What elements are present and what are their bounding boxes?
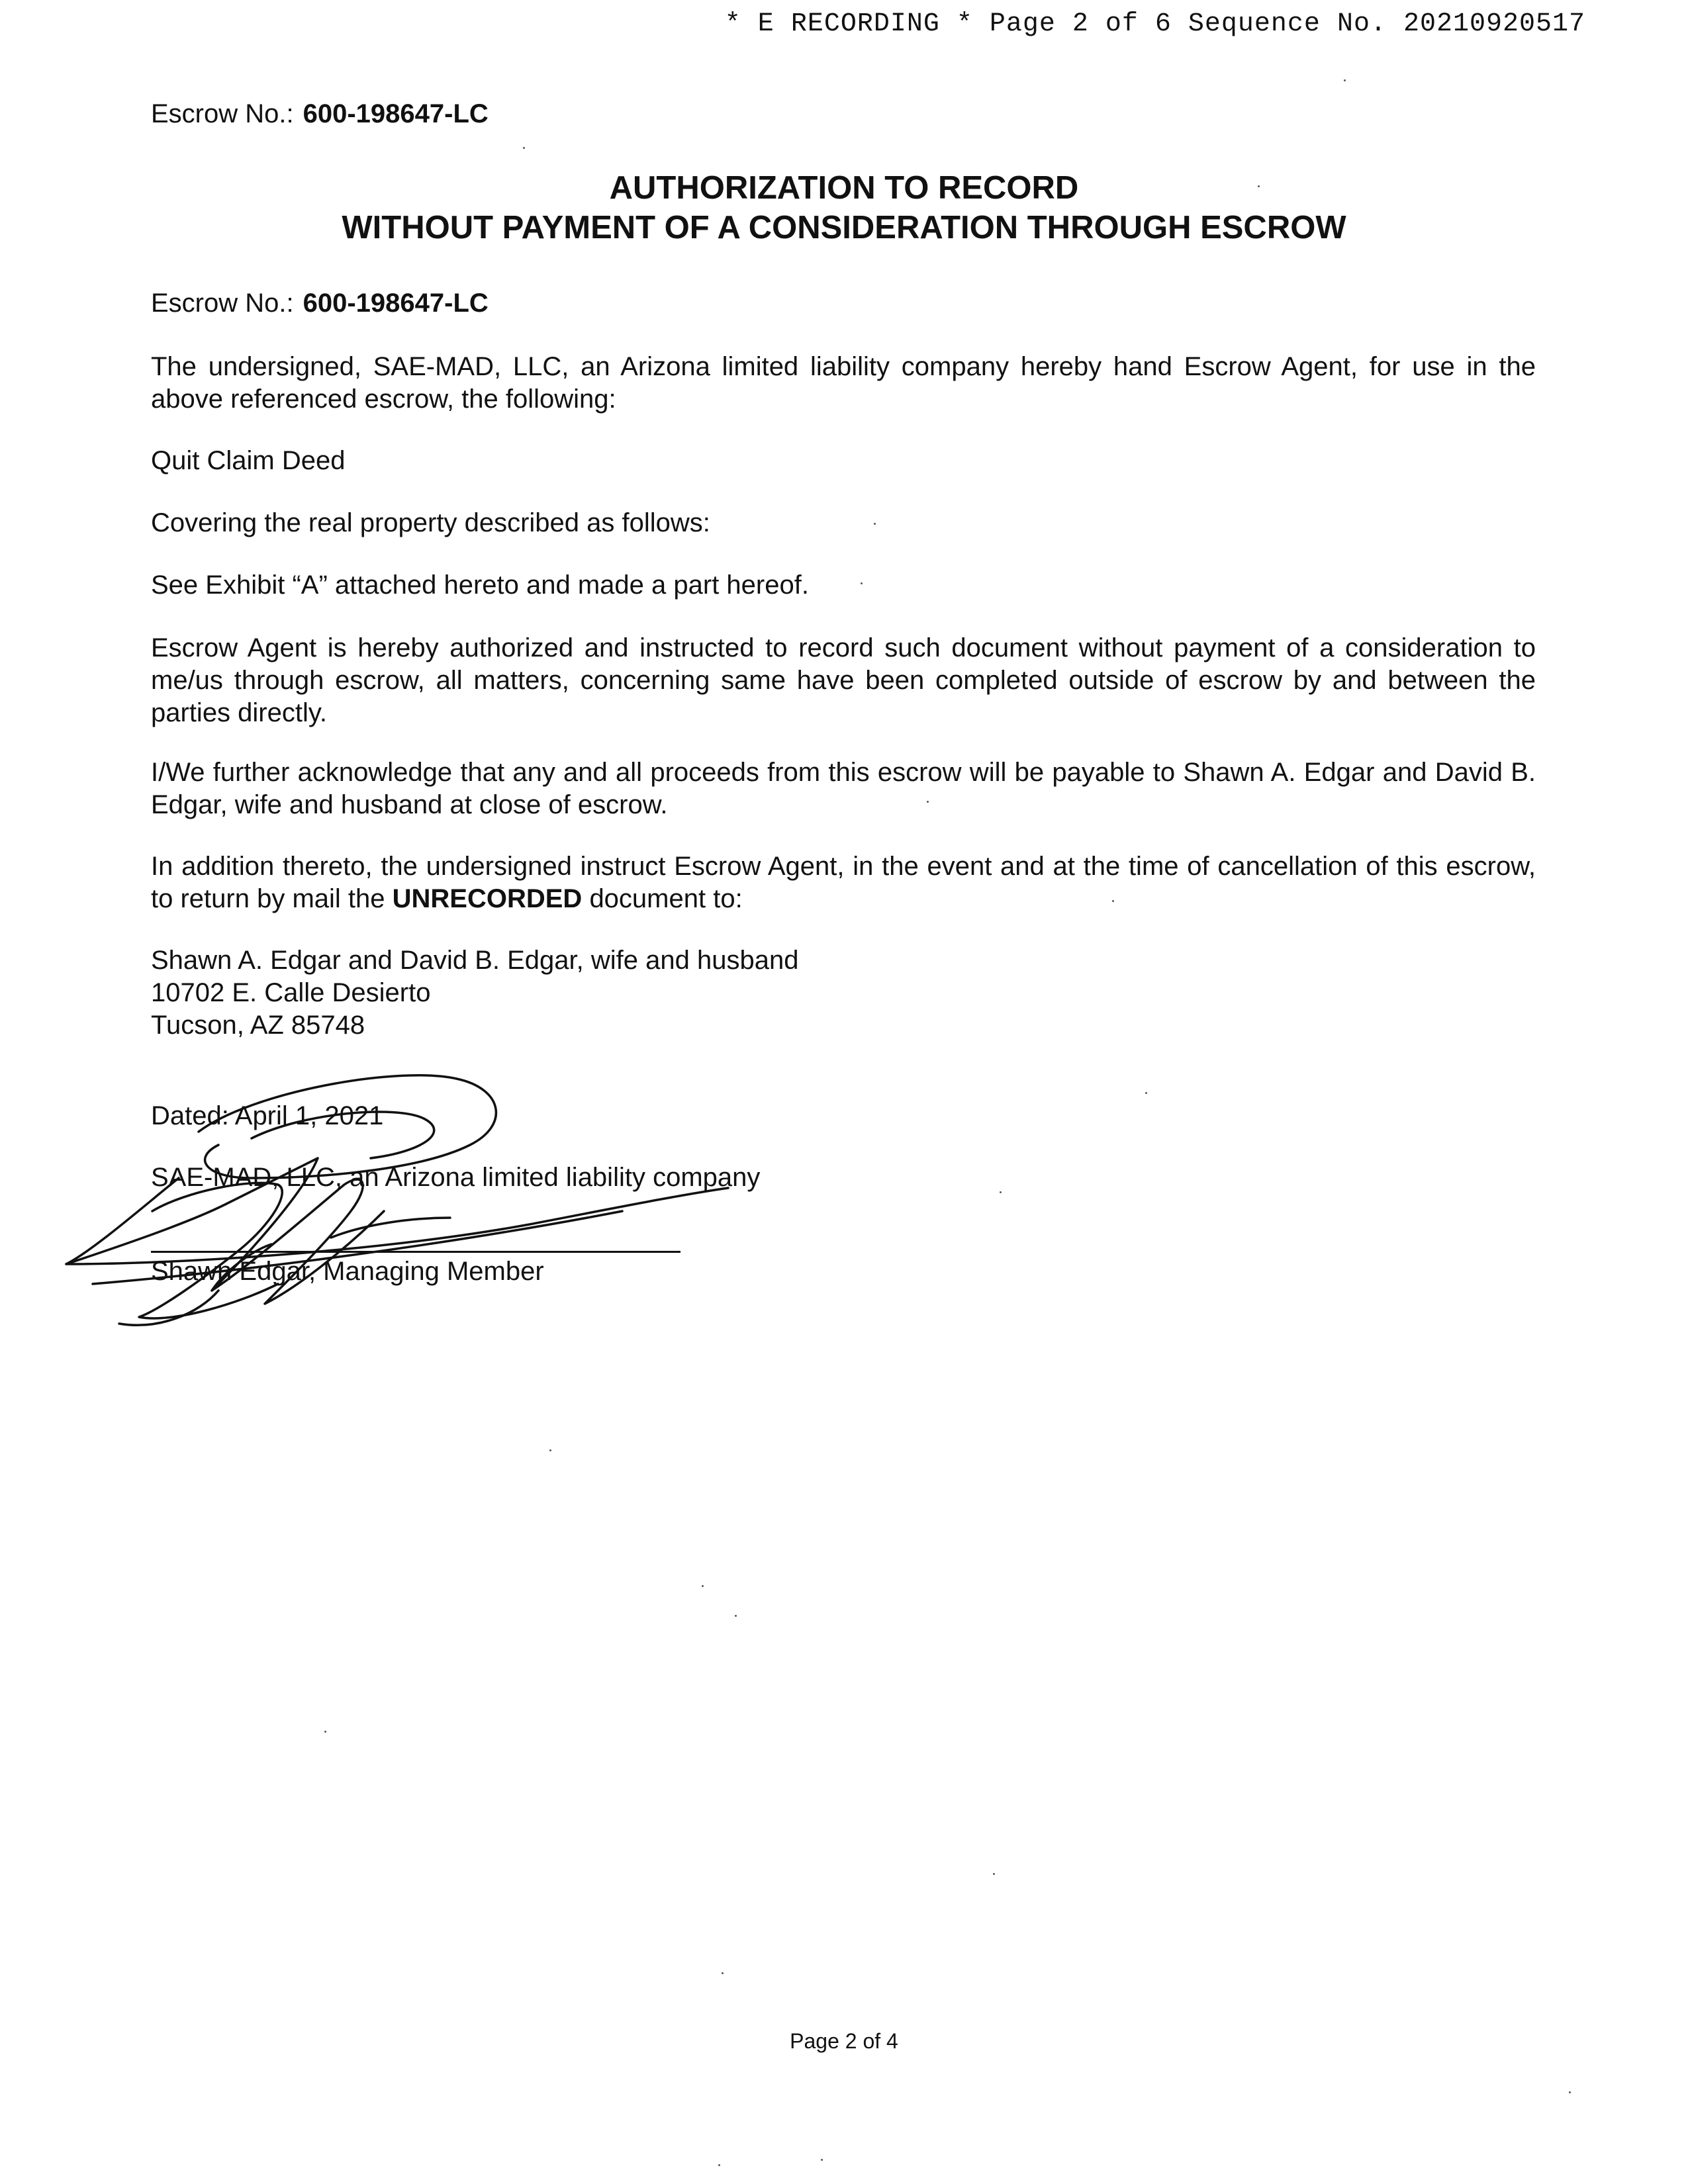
handwritten-signature — [53, 1052, 847, 1343]
scan-speck — [821, 2159, 823, 2161]
address-city: Tucson, AZ 85748 — [151, 1011, 365, 1040]
paragraph-cancellation — [151, 850, 1536, 915]
company-line: SAE-MAD, LLC, an Arizona limited liability company — [151, 1163, 761, 1192]
scan-speck — [861, 582, 863, 584]
document-title-line-1: AUTHORIZATION TO RECORD — [609, 170, 1079, 206]
paragraph-document-type: Quit Claim Deed — [151, 446, 346, 475]
return-address — [151, 944, 1536, 1042]
cancellation-text-end: document to: — [589, 884, 743, 913]
escrow-number-top — [151, 99, 489, 129]
scan-speck — [718, 2164, 720, 2166]
escrow-number-second — [151, 289, 489, 318]
scan-speck — [1112, 900, 1114, 902]
signer-line: Shawn Edgar, Managing Member — [151, 1257, 544, 1286]
dated-line: Dated: April 1, 2021 — [151, 1101, 384, 1130]
document-title-line-2: WITHOUT PAYMENT OF A CONSIDERATION THROUGH ESCROW — [342, 210, 1346, 246]
escrow-number: 600-198647-LC — [303, 289, 489, 318]
scan-speck — [523, 147, 525, 149]
scan-speck — [927, 801, 929, 803]
paragraph-exhibit: See Exhibit “A” attached hereto and made a part hereof. — [151, 570, 809, 600]
unrecorded-emphasis: UNRECORDED — [392, 884, 583, 913]
escrow-label: Escrow No.: — [151, 289, 294, 318]
address-name: Shawn A. Edgar and David B. Edgar, wife and husband — [151, 946, 799, 975]
scan-speck — [1000, 1191, 1002, 1193]
paragraph-covering: Covering the real property described as follows: — [151, 508, 710, 537]
address-street: 10702 E. Calle Desierto — [151, 978, 431, 1007]
paragraph-proceeds: I/We further acknowledge that any and all proceeds from this escrow will be payable to Shawn A. Edgar and David B. Edgar, wife and husband at close of escrow. — [151, 758, 1536, 819]
paragraph-authorization: Escrow Agent is hereby authorized and instructed to record such document without payment of a consideration to me/us through escrow, all matters, concerning same have been completed outside of escrow by and between the parties directly. — [151, 633, 1536, 727]
scan-speck — [1344, 79, 1346, 81]
scan-speck — [735, 1615, 737, 1617]
page-footer: Page 2 of 4 — [790, 2029, 898, 2053]
scan-speck — [324, 1731, 326, 1733]
scan-speck — [1569, 2091, 1571, 2093]
recording-header: * E RECORDING * Page 2 of 6 Sequence No. 20210920517 — [724, 9, 1585, 39]
scan-speck — [1145, 1092, 1147, 1094]
scan-speck — [874, 523, 876, 525]
scan-speck — [549, 1449, 551, 1451]
paragraph-undersigned: The undersigned, SAE-MAD, LLC, an Arizona limited liability company hereby hand Escrow Agent, for use in the above referenced escrow, the following: — [151, 352, 1536, 414]
scan-speck — [722, 1972, 724, 1974]
escrow-label: Escrow No.: — [151, 99, 294, 128]
cancellation-text: In addition thereto, the undersigned instruct Escrow Agent, in the event and at the time of cancellation of this escrow, to return by mail the — [151, 852, 1536, 913]
scan-speck — [1258, 185, 1260, 187]
scan-speck — [993, 1873, 995, 1875]
escrow-number: 600-198647-LC — [303, 99, 489, 128]
scan-speck — [702, 1585, 704, 1587]
